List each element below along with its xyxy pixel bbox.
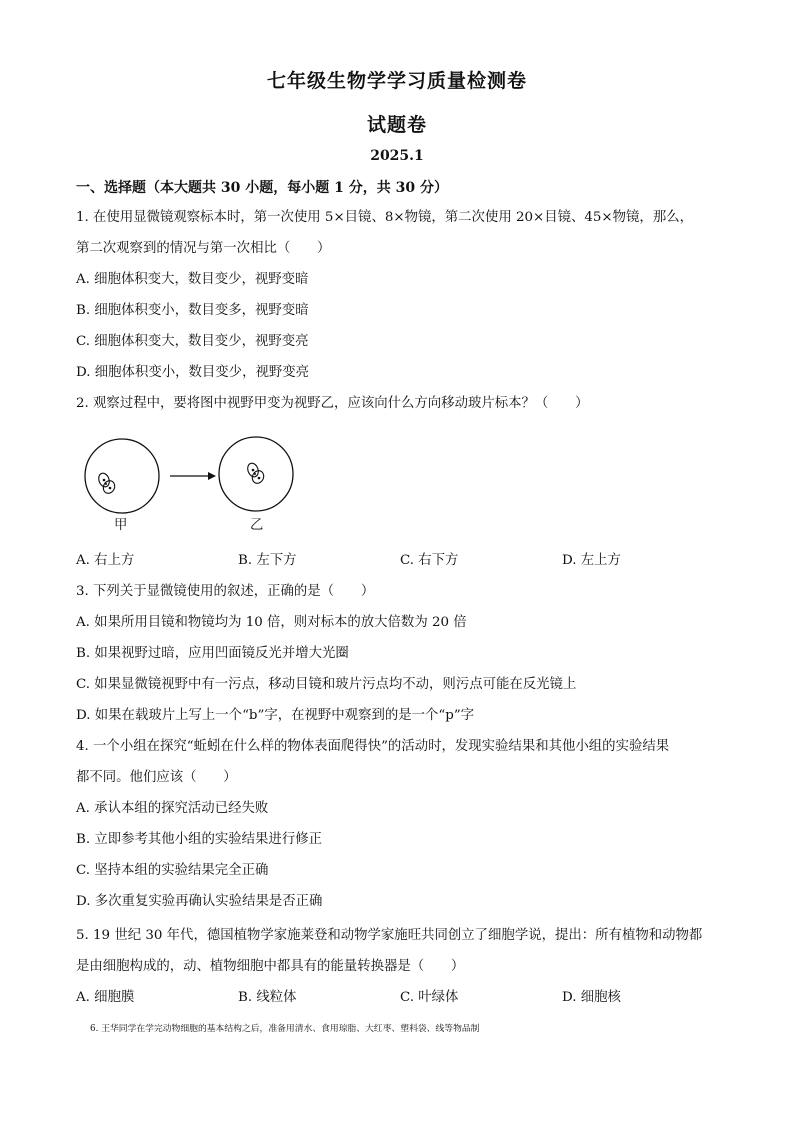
q3-option-c: C. 如果显微镜视野中有一污点，移动目镜和玻片污点均不动，则污点可能在反光镜上 [76,677,577,692]
q2-option-d: D. 左上方 [562,553,621,568]
cells-jia [97,472,117,496]
q4-option-c: C. 坚持本组的实验结果完全正确 [76,863,269,878]
q1-stem-line2: 第二次观察到的情况与第一次相比（ ） [76,241,331,256]
q1-stem-line1: 1. 在使用显微镜观察标本时，第一次使用 5×目镜、8×物镜，第二次使用 20×目镜、45×物镜，那么， [76,210,693,225]
q5-stem-line1: 5. 19 世纪 30 年代，德国植物学家施莱登和动物学家施旺共同创立了细胞学说，提出：所有植物和动物都 [76,928,703,943]
q5-option-a: A. 细胞膜 [76,990,135,1005]
q5-option-c: C. 叶绿体 [400,990,459,1005]
q2-option-b: B. 左下方 [238,553,297,568]
q6-stem-line1: 6. 王华同学在学完动物细胞的基本结构之后，准备用清水、食用琼脂、大红枣、塑料袋、线等物品制 [90,1024,480,1034]
q2-stem-line1: 2. 观察过程中，要将图中视野甲变为视野乙，应该向什么方向移动玻片标本？（ ） [76,396,589,411]
q1-option-c: C. 细胞体积变大，数目变少，视野变亮 [76,334,309,349]
q1-option-b: B. 细胞体积变小，数目变多，视野变暗 [76,303,309,318]
exam-date: 2025.1 [370,148,424,164]
q3-stem-line1: 3. 下列关于显微镜使用的叙述，正确的是（ ） [76,584,375,599]
q4-stem-line1: 4. 一个小组在探究“蚯蚓在什么样的物体表面爬得快”的活动时，发现实验结果和其他小组的实验结果 [76,739,670,754]
label-jia: 甲 [114,518,128,533]
label-yi: 乙 [250,518,264,533]
q3-option-a: A. 如果所用目镜和物镜均为 10 倍，则对标本的放大倍数为 20 倍 [76,615,467,630]
exam-subtitle: 试题卷 [366,114,427,136]
q1-option-a: A. 细胞体积变大，数目变少，视野变暗 [76,272,309,287]
q4-stem-line2: 都不同。他们应该（ ） [76,770,237,785]
cells-yi [246,462,266,486]
q5-option-d: D. 细胞核 [562,990,621,1005]
q2-option-a: A. 右上方 [76,553,135,568]
q3-option-d: D. 如果在载玻片上写上一个“b”字，在视野中观察到的是一个“p”字 [76,708,475,723]
section-heading-choice: 一、选择题（本大题共 30 小题，每小题 1 分，共 30 分） [76,180,448,196]
q3-option-b: B. 如果视野过暗，应用凹面镜反光并增大光圈 [76,646,349,661]
q5-stem-line2: 是由细胞构成的，动、植物细胞中都具有的能量转换器是（ ） [76,959,465,974]
q4-option-a: A. 承认本组的探究活动已经失败 [76,801,269,816]
arrow-head [208,472,216,480]
q4-option-b: B. 立即参考其他小组的实验结果进行修正 [76,832,322,847]
q2-option-c: C. 右下方 [400,553,459,568]
q4-option-d: D. 多次重复实验再确认实验结果是否正确 [76,894,323,909]
q5-option-b: B. 线粒体 [238,990,297,1005]
field-jia-circle [85,439,159,513]
microscope-field-figure [80,434,310,534]
exam-title: 七年级生物学学习质量检测卷 [266,70,527,92]
q1-option-d: D. 细胞体积变小，数目变少，视野变亮 [76,365,310,380]
